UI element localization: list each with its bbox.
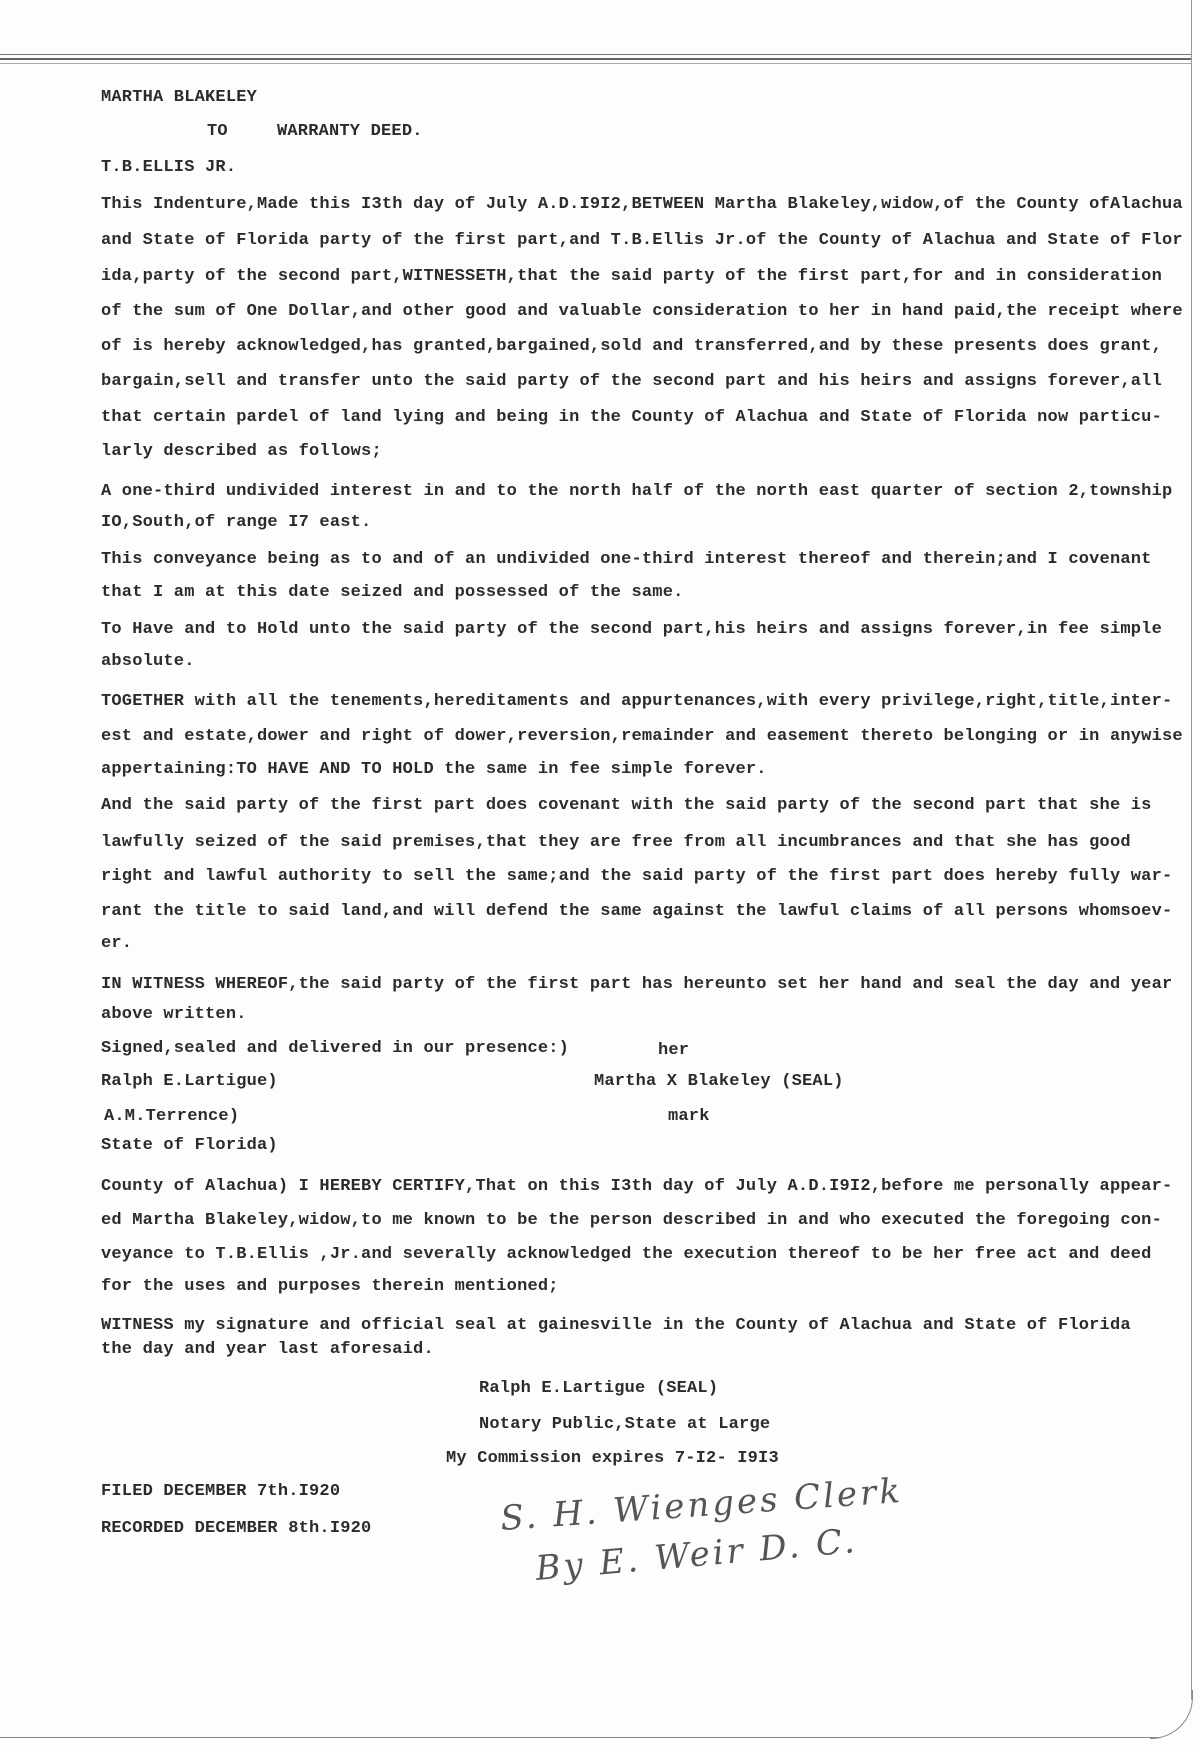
notary-title: Notary Public,State at Large: [479, 1415, 771, 1434]
footer-rule: [0, 1737, 1160, 1738]
to-label: TO: [207, 122, 228, 141]
body-line: right and lawful authority to sell the same;and the said party of the first part does hereby fully war-: [101, 867, 1173, 886]
body-line: est and estate,dower and right of dower,reversion,remainder and easement thereto belonging or in anywise: [101, 727, 1183, 746]
body-line: above written.: [101, 1005, 247, 1024]
clerk-signature: S. H. Wienges Clerk: [499, 1470, 905, 1540]
body-line: of is hereby acknowledged,has granted,bargained,sold and transferred,and by these presents does grant,: [101, 337, 1162, 356]
body-line: IN WITNESS WHEREOF,the said party of the first part has hereunto set her hand and seal the day and year: [101, 975, 1173, 994]
notary-name: Ralph E.Lartigue (SEAL): [479, 1379, 719, 1398]
body-line: rant the title to said land,and will defend the same against the lawful claims of all persons whomsoev-: [101, 902, 1173, 921]
body-line: bargain,sell and transfer unto the said party of the second part and his heirs and assigns forever,all: [101, 372, 1162, 391]
grantee-heading: T.B.ELLIS JR.: [101, 158, 237, 177]
body-line: To Have and to Hold unto the said party of the second part,his heirs and assigns forever,in fee simple: [101, 620, 1162, 639]
body-line: that I am at this date seized and possessed of the same.: [101, 583, 684, 602]
clerk-signature: By E. Weir D. C.: [533, 1521, 860, 1589]
body-line: TOGETHER with all the tenements,hereditaments and appurtenances,with every privilege,right,title,inter-: [101, 692, 1173, 711]
recorded-date: RECORDED DECEMBER 8th.I920: [101, 1519, 372, 1538]
acknowledgment-line: the day and year last aforesaid.: [101, 1340, 434, 1359]
page-corner: [1150, 1690, 1193, 1739]
acknowledgment-line: veyance to T.B.Ellis ,Jr.and severally acknowledged the execution thereof to be her free act and deed: [101, 1245, 1152, 1264]
body-line: A one-third undivided interest in and to the north half of the north east quarter of section 2,township: [101, 482, 1173, 501]
acknowledgment-line: for the uses and purposes therein mentioned;: [101, 1277, 559, 1296]
body-line: This Indenture,Made this I3th day of July A.D.I9I2,BETWEEN Martha Blakeley,widow,of the County ofAlachua: [101, 195, 1183, 214]
body-line: ida,party of the second part,WITNESSETH,that the said party of the first part,for and in consideration: [101, 267, 1162, 286]
header-rule: [0, 54, 1192, 55]
her-label: her: [658, 1041, 690, 1060]
body-line: and State of Florida party of the first part,and T.B.Ellis Jr.of the County of Alachua and State of Flor: [101, 231, 1183, 250]
body-line: This conveyance being as to and of an undivided one-third interest thereof and therein;and I covenant: [101, 550, 1152, 569]
acknowledgment-line: ed Martha Blakeley,widow,to me known to be the person described in and who executed the foregoing con-: [101, 1211, 1162, 1230]
header-rule: [0, 58, 1192, 60]
witness-name: A.M.Terrence): [104, 1107, 240, 1126]
body-line: of the sum of One Dollar,and other good and valuable consideration to her in hand paid,the receipt where: [101, 302, 1183, 321]
state-line: State of Florida): [101, 1136, 278, 1155]
grantor-signature: Martha X Blakeley (SEAL): [594, 1072, 844, 1091]
witness-name: Ralph E.Lartigue): [101, 1072, 278, 1091]
signed-line: Signed,sealed and delivered in our presence:): [101, 1039, 570, 1058]
body-line: And the said party of the first part does covenant with the said party of the second part that she is: [101, 796, 1152, 815]
grantor-heading: MARTHA BLAKELEY: [101, 88, 258, 107]
body-line: larly described as follows;: [101, 442, 382, 461]
acknowledgment-line: WITNESS my signature and official seal at gainesville in the County of Alachua and State of Florida: [101, 1316, 1131, 1335]
right-margin-line: [1191, 0, 1192, 1700]
body-line: that certain pardel of land lying and being in the County of Alachua and State of Florida now particu-: [101, 408, 1162, 427]
filed-date: FILED DECEMBER 7th.I920: [101, 1482, 341, 1501]
body-line: appertaining:TO HAVE AND TO HOLD the same in fee simple forever.: [101, 760, 767, 779]
body-line: lawfully seized of the said premises,that they are free from all incumbrances and that she has good: [101, 833, 1131, 852]
commission-expiry: My Commission expires 7-I2- I9I3: [446, 1449, 779, 1468]
header-rule: [0, 63, 1192, 64]
body-line: absolute.: [101, 652, 195, 671]
document-title: WARRANTY DEED.: [277, 122, 423, 141]
body-line: IO,South,of range I7 east.: [101, 513, 372, 532]
body-line: er.: [101, 934, 133, 953]
mark-label: mark: [668, 1107, 710, 1126]
acknowledgment-line: County of Alachua) I HEREBY CERTIFY,That on this I3th day of July A.D.I9I2,before me personally appear-: [101, 1177, 1173, 1196]
